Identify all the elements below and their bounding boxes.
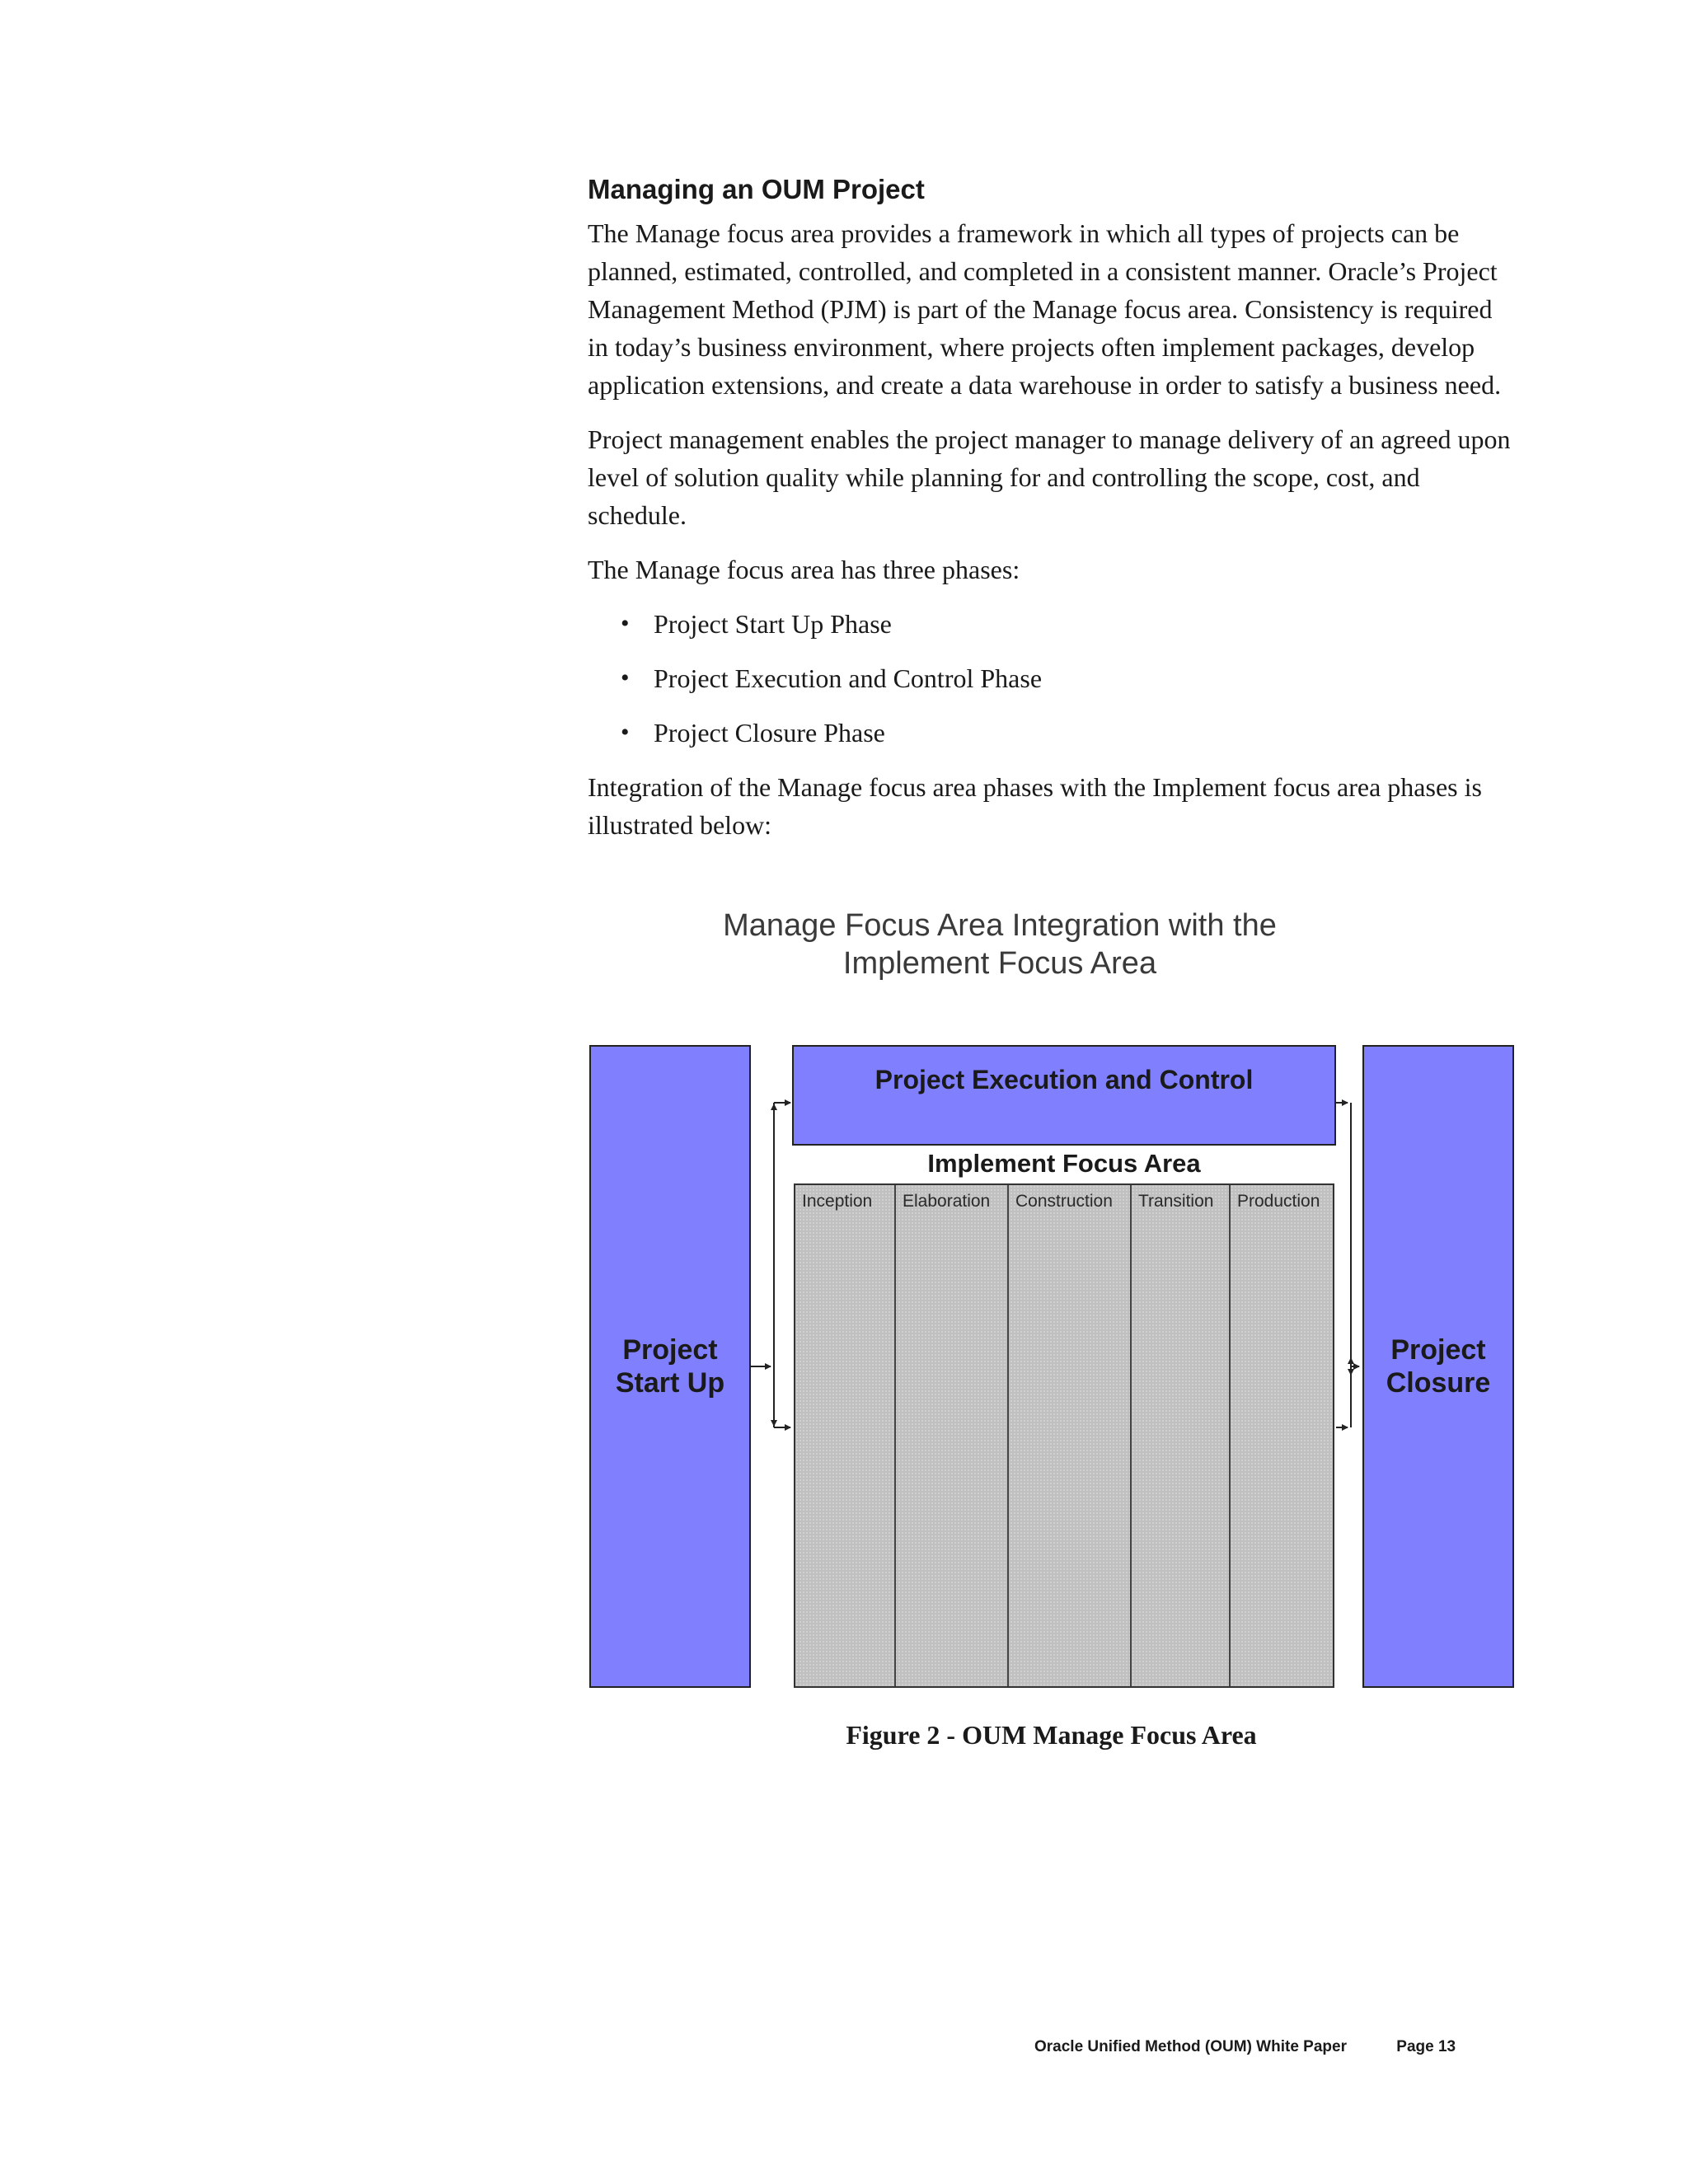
phase-list [588,605,1515,752]
closure-label-line-2: Closure [1386,1367,1491,1399]
document-body [588,173,1515,860]
list-item: • Project Closure Phase [654,714,1515,752]
start-up-label-line-1: Project [622,1334,718,1366]
figure-caption: Figure 2 - OUM Manage Focus Area [846,1720,1257,1750]
page-footer [1034,2038,1456,2056]
paragraph-three-phases: The Manage focus area has three phases: [588,555,1020,584]
start-up-label-line-2: Start Up [615,1367,725,1399]
implement-focus-area-label: Implement Focus Area [927,1149,1201,1178]
implement-phase-inception: Inception [795,1185,896,1686]
manage-focus-area-diagram [588,898,1519,1698]
paragraph-manage-framework: The Manage focus area provides a framework in which all types of projects can be planned, estimated, controlled, and completed in a consistent manner. Oracle’s Project Management Method (PJM) is part of the Manage focus area. Consistency is required in today’s business environment, where projects often implement packages, develop application extensions, and create a data warehouse in order to satisfy a business need. [588,218,1502,400]
diagram-title-line-2: Implement Focus Area [842,946,1157,981]
footer-page-number: Page 13 [1396,2038,1456,2055]
list-item: • Project Start Up Phase [654,605,1515,643]
implement-phase-production: Production [1237,1192,1320,1211]
paragraph-project-management: Project management enables the project manager to manage delivery of an agreed upon level of solution quality while planning for and controlling the scope, cost, and schedule. [588,424,1511,530]
execution-label: Project Execution and Control [874,1065,1254,1094]
implement-phase-transition: Transition [1132,1185,1231,1686]
implement-phase-construction: Construction [1009,1185,1132,1686]
closure-label-line-1: Project [1390,1334,1486,1366]
paragraph-integration: Integration of the Manage focus area phases with the Implement focus area phases is illustrated below: [588,772,1482,840]
project-execution-control-box [792,1045,1336,1146]
diagram-title [588,907,1412,982]
section-heading: Managing an OUM Project [588,174,925,204]
project-start-up-box [589,1045,751,1688]
footer-document-title: Oracle Unified Method (OUM) White Paper [1034,2038,1347,2055]
implement-focus-area [794,1183,1334,1688]
project-closure-box [1362,1045,1514,1688]
implement-phase-elaboration: Elaboration [896,1185,1009,1686]
list-item: • Project Execution and Control Phase [654,659,1515,697]
diagram-title-line-1: Manage Focus Area Integration with the [723,908,1277,943]
